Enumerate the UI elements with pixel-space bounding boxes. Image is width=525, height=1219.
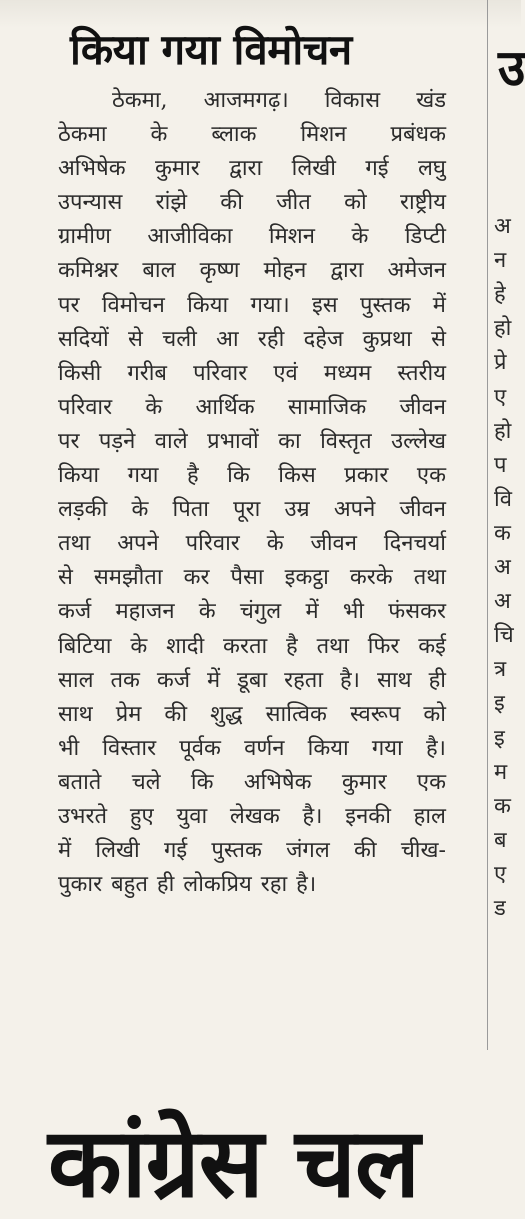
article-word: अपने bbox=[117, 531, 159, 557]
article-line bbox=[58, 391, 446, 425]
article-line bbox=[58, 493, 446, 527]
article-word: गया bbox=[371, 735, 403, 761]
article-word: लड़की bbox=[58, 497, 108, 523]
article-word: से bbox=[58, 565, 73, 591]
article-word: में bbox=[305, 599, 319, 625]
article-word: आर्थिक bbox=[195, 394, 255, 420]
article-line bbox=[58, 527, 446, 561]
article-word: मोहन bbox=[263, 258, 307, 284]
article-word: किया bbox=[187, 292, 229, 318]
article-word: इकट्ठा bbox=[284, 565, 329, 591]
article-line bbox=[58, 323, 446, 357]
article-word: इस bbox=[311, 292, 338, 318]
article-word: लिखी bbox=[95, 838, 140, 864]
article-word: कई bbox=[418, 633, 446, 659]
article-line bbox=[58, 561, 446, 595]
article-word: ठेकमा, bbox=[112, 88, 168, 113]
article-word: विमोचन bbox=[101, 292, 165, 318]
article-word: विस्तार bbox=[102, 735, 157, 761]
adjacent-column-fragment: प्रे bbox=[494, 350, 507, 376]
article-word: की bbox=[220, 190, 243, 216]
article-word: प्रबंधक bbox=[390, 122, 446, 148]
article-word: के bbox=[198, 599, 216, 625]
adjacent-column-fragment: न bbox=[494, 248, 507, 274]
article-word: प्रकार bbox=[344, 463, 389, 489]
article-word: ग्रामीण bbox=[58, 224, 111, 250]
article-word: बहुत bbox=[111, 872, 148, 898]
article-line bbox=[58, 186, 446, 220]
adjacent-column-fragment: चि bbox=[494, 623, 514, 649]
adjacent-column-fragment: हे bbox=[494, 282, 506, 308]
adjacent-column-fragment: ब bbox=[494, 827, 507, 853]
article-line bbox=[58, 459, 446, 493]
article-word: कुमार bbox=[341, 769, 387, 795]
article-word: जंगल bbox=[286, 838, 330, 864]
article-word: रांझे bbox=[155, 190, 187, 216]
adjacent-column-fragment: क bbox=[494, 520, 511, 546]
article-word: ठेकमा bbox=[58, 122, 107, 148]
article-word: जीवन bbox=[399, 497, 446, 523]
article-word: उम्र bbox=[284, 497, 310, 523]
article-word: करके bbox=[349, 565, 393, 591]
article-word: कमिश्नर bbox=[58, 258, 119, 284]
article-word: लघु bbox=[418, 156, 446, 182]
article-word: इनकी bbox=[345, 803, 391, 829]
article-word: डूबा bbox=[237, 667, 268, 693]
article-word: उल्लेख bbox=[391, 428, 446, 454]
article-word: आ bbox=[216, 326, 239, 352]
article-word: साल bbox=[58, 667, 94, 693]
article-line bbox=[58, 220, 446, 254]
article-word: है। bbox=[296, 872, 317, 898]
article-line bbox=[58, 84, 446, 118]
article-word: गई bbox=[365, 156, 389, 182]
adjacent-column-fragment: त्र bbox=[494, 657, 507, 683]
article-line bbox=[58, 152, 446, 186]
bottom-headline: कांग्रेस चल bbox=[48, 1107, 420, 1219]
adjacent-column-fragment: प bbox=[494, 452, 507, 478]
article-word: चले bbox=[131, 769, 161, 795]
article-line bbox=[58, 868, 446, 902]
article-word: ही bbox=[156, 872, 175, 898]
article-word: कुमार bbox=[155, 156, 200, 182]
article-word: पूरा bbox=[233, 497, 261, 523]
article-word: मिशन bbox=[300, 122, 347, 148]
article-word: खंड bbox=[416, 88, 446, 113]
article-word: परिवार bbox=[185, 531, 240, 557]
article-word: बाल bbox=[142, 258, 176, 284]
article-word: जीवन bbox=[310, 531, 357, 557]
adjacent-column-fragment: हो bbox=[494, 418, 512, 444]
article-word: परिवार bbox=[193, 360, 248, 386]
article-word: महाजन bbox=[115, 599, 175, 625]
adjacent-headline-fragment: उ bbox=[498, 39, 525, 97]
article-word: है। bbox=[302, 803, 323, 829]
article-word: कर bbox=[183, 565, 210, 591]
article-word: विस्तृत bbox=[320, 428, 372, 454]
article-line bbox=[58, 630, 446, 664]
article-word: समझौता bbox=[93, 565, 163, 591]
article-line bbox=[58, 595, 446, 629]
article-word: गरीब bbox=[127, 360, 167, 386]
article-word: चंगुल bbox=[239, 599, 282, 625]
article-word: पर bbox=[58, 292, 80, 318]
article-word: भी bbox=[342, 599, 364, 625]
article-word: आजमगढ़। bbox=[203, 88, 289, 113]
article-word: को bbox=[344, 190, 367, 216]
article-word: से bbox=[128, 326, 143, 352]
article-word: अभिषेक bbox=[58, 156, 126, 182]
adjacent-column-fragment: वि bbox=[494, 486, 512, 512]
article-word: पुकार bbox=[58, 872, 103, 898]
adjacent-column-fragment: अ bbox=[494, 555, 511, 580]
article-word: कि bbox=[190, 769, 214, 795]
article-word: कुप्रथा bbox=[362, 326, 412, 352]
article-word: वर्णन bbox=[244, 735, 285, 761]
article-word: है bbox=[286, 633, 298, 659]
article-word: रहा bbox=[260, 872, 288, 898]
article-word: स्तरीय bbox=[397, 360, 446, 386]
article-word: का bbox=[278, 428, 301, 454]
article-line bbox=[58, 254, 446, 288]
article-word: में bbox=[432, 292, 446, 318]
article-word: के bbox=[131, 497, 149, 523]
article-word: के bbox=[145, 394, 163, 420]
article-word: वाले bbox=[154, 428, 188, 454]
article-word: में bbox=[207, 667, 221, 693]
adjacent-column-fragments bbox=[490, 210, 521, 921]
article-line bbox=[58, 289, 446, 323]
article-word: प्रेम bbox=[115, 701, 142, 727]
article-word: पुस्तक bbox=[211, 838, 262, 864]
article-word: पर bbox=[58, 428, 80, 454]
article-word: युवा bbox=[176, 803, 208, 829]
article-word: मध्यम bbox=[323, 360, 372, 386]
adjacent-column-fragment: अ bbox=[494, 589, 511, 615]
article-word: की bbox=[164, 701, 188, 727]
article-word: की bbox=[353, 838, 377, 864]
article-word: राष्ट्रीय bbox=[399, 190, 446, 216]
article-word: कि bbox=[227, 463, 250, 489]
article-word: पैसा bbox=[230, 565, 264, 591]
article-word: डिप्टी bbox=[404, 224, 446, 250]
adjacent-column-fragment: क bbox=[494, 793, 511, 819]
article-word: एक bbox=[416, 769, 446, 795]
article-word: एवं bbox=[273, 360, 298, 386]
article-word: करता bbox=[223, 633, 268, 659]
article-word: रहता bbox=[284, 667, 324, 693]
article-word: के bbox=[150, 122, 168, 148]
article-word: परिवार bbox=[58, 394, 113, 420]
article-word: दहेज bbox=[303, 326, 344, 352]
article-word: एक bbox=[416, 463, 446, 489]
article-word: लोकप्रिय bbox=[183, 872, 252, 898]
article-word: किस bbox=[278, 463, 316, 489]
article-line bbox=[58, 118, 446, 152]
article-word: कर्ज bbox=[58, 599, 92, 625]
adjacent-column-fragment: ड bbox=[494, 896, 506, 921]
article-word: है। bbox=[340, 667, 361, 693]
article-word: कर्ज bbox=[156, 667, 191, 693]
article-word: पड़ने bbox=[98, 428, 136, 454]
article-word: उपन्यास bbox=[58, 190, 123, 216]
article-word: भी bbox=[58, 735, 80, 761]
article-word: ब्लाक bbox=[211, 122, 257, 148]
article-word: द्वारा bbox=[229, 156, 263, 182]
article-word: अमेजन bbox=[387, 258, 446, 284]
article-word: लिखी bbox=[291, 156, 336, 182]
adjacent-column-fragment: इ bbox=[494, 691, 505, 717]
adjacent-column-fragment: हो bbox=[494, 316, 512, 342]
article-word: गया bbox=[127, 463, 159, 489]
article-word: अपने bbox=[333, 497, 376, 523]
article-word: साथ bbox=[58, 701, 93, 727]
article-word: आजीविका bbox=[147, 224, 233, 250]
column-divider bbox=[487, 0, 488, 1050]
article-word: बिटिया bbox=[58, 633, 112, 659]
article-word: किया bbox=[58, 463, 100, 489]
article-word: गई bbox=[163, 838, 188, 864]
article-line bbox=[58, 664, 446, 698]
article-line bbox=[58, 357, 446, 391]
article-word: स्वरूप bbox=[349, 701, 401, 727]
article-word: मिशन bbox=[268, 224, 315, 250]
adjacent-column-fragment: ए bbox=[494, 384, 507, 410]
article-word: फिर bbox=[367, 633, 400, 659]
article-word: शुद्ध bbox=[210, 701, 243, 727]
article-word: साथ bbox=[376, 667, 412, 693]
adjacent-column-fragment: ए bbox=[494, 861, 507, 887]
article-word: तथा bbox=[58, 531, 91, 557]
article-word: सदियों bbox=[58, 326, 109, 352]
article-word: तक bbox=[110, 667, 140, 693]
article-word: तथा bbox=[316, 633, 349, 659]
article-word: सात्विक bbox=[265, 701, 327, 727]
article-line bbox=[58, 425, 446, 459]
article-word: पुस्तक bbox=[359, 292, 411, 318]
article-word: सामाजिक bbox=[287, 394, 367, 420]
article-word: गया। bbox=[250, 292, 290, 318]
article-line bbox=[58, 732, 446, 766]
adjacent-column-fragment: इ bbox=[494, 725, 505, 751]
article-line bbox=[58, 834, 446, 868]
article-headline: किया गया विमोचन bbox=[70, 25, 352, 74]
article-word: दिनचर्या bbox=[383, 531, 446, 557]
article-word: जीवन bbox=[399, 394, 446, 420]
article-word: ही bbox=[428, 667, 446, 693]
article-word: रही bbox=[257, 326, 285, 352]
article-word: लेखक bbox=[229, 803, 280, 829]
article-word: जीत bbox=[276, 190, 311, 216]
article-word: द्वारा bbox=[330, 258, 364, 284]
article-line bbox=[58, 766, 446, 800]
article-line bbox=[58, 800, 446, 834]
article-word: चली bbox=[162, 326, 197, 352]
article-word: प्रभावों bbox=[207, 428, 259, 454]
article-word: के bbox=[266, 531, 284, 557]
article-line bbox=[58, 698, 446, 732]
article-word: कृष्ण bbox=[199, 258, 240, 284]
article-word: है bbox=[186, 463, 199, 489]
article-word: शादी bbox=[166, 633, 205, 659]
article-word: किया bbox=[307, 735, 349, 761]
adjacent-column-fragment: म bbox=[494, 759, 508, 785]
article-word: है। bbox=[425, 735, 446, 761]
article-word: के bbox=[351, 224, 369, 250]
article-word: किसी bbox=[58, 360, 102, 386]
article-word: पिता bbox=[172, 497, 209, 523]
article-word: तथा bbox=[413, 565, 446, 591]
article-body bbox=[58, 84, 446, 902]
article-word: हाल bbox=[413, 803, 446, 829]
article-word: अभिषेक bbox=[243, 769, 312, 795]
article-word: फंसकर bbox=[388, 599, 446, 625]
article-word: विकास bbox=[324, 88, 381, 113]
article-word: से bbox=[431, 326, 446, 352]
article-word: पूर्वक bbox=[179, 735, 221, 761]
article-word: चीख- bbox=[400, 838, 446, 864]
article-word: में bbox=[58, 838, 72, 864]
article-word: बताते bbox=[58, 769, 102, 795]
adjacent-column-fragment: अ bbox=[494, 214, 511, 239]
article-word: को bbox=[423, 701, 446, 727]
article-word: हुए bbox=[129, 803, 154, 829]
article-word: के bbox=[130, 633, 148, 659]
article-word: उभरते bbox=[58, 803, 108, 829]
